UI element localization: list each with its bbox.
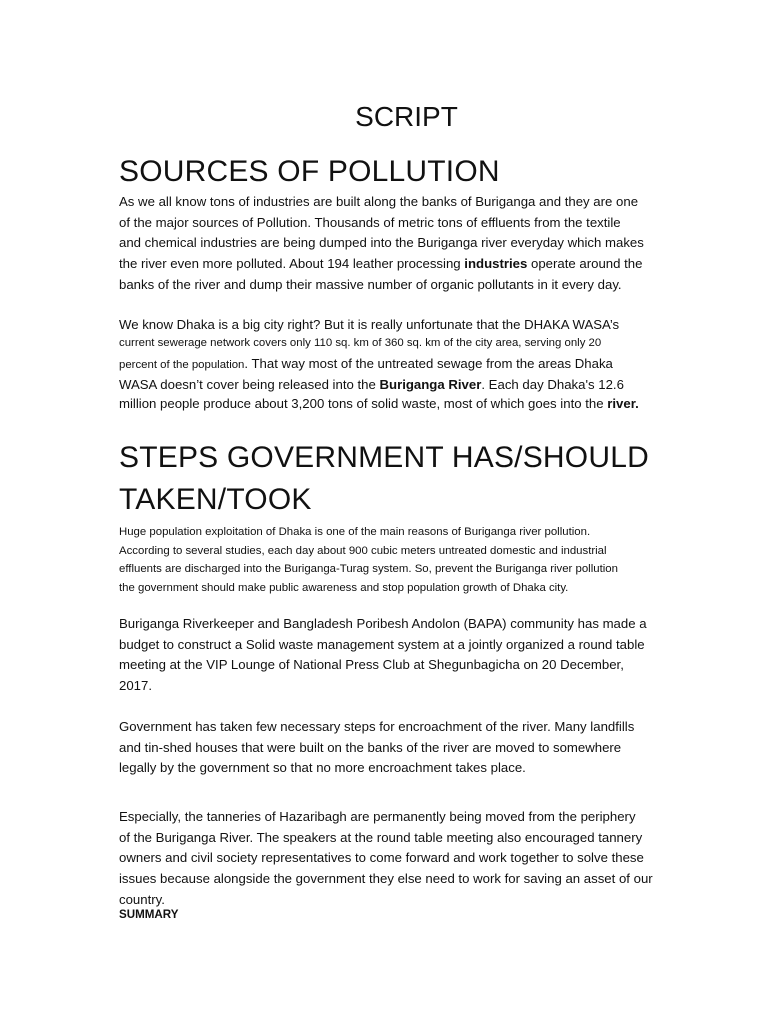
text-line: owners and civil society representatives to come forward and work together to solve these <box>119 850 644 866</box>
text-line: of the Buriganga River. The speakers at the round table meeting also encouraged tannery <box>119 829 643 845</box>
paragraph-sources-2 <box>119 315 679 413</box>
text-line: issues because alongside the government they else need to work for saving an asset of our <box>119 871 653 887</box>
paragraph-steps-4 <box>119 807 679 911</box>
text-line: budget to construct a Solid waste management system at a jointly organized a round table <box>119 636 645 652</box>
text-line: and chemical industries are being dumped into the Buriganga river everyday which makes <box>119 235 644 251</box>
section-heading-steps-line2: TAKEN/TOOK <box>119 483 312 516</box>
text-line: effluents are discharged into the Buriganga-Turag system. So, prevent the Buriganga river pollution <box>119 563 618 575</box>
text-line: the river even more polluted. About 194 leather processing industries operate around the <box>119 256 643 272</box>
text-line: According to several studies, each day about 900 cubic meters untreated domestic and industrial <box>119 544 607 557</box>
text-line: current sewerage network covers only 110 sq. km of 360 sq. km of the city area, serving only 20 <box>119 337 602 350</box>
paragraph-steps-3 <box>119 717 679 779</box>
text-line: million people produce about 3,200 tons of solid waste, most of which goes into the river. <box>119 396 639 412</box>
text-line: Buriganga Riverkeeper and Bangladesh Poribesh Andolon (BAPA) community has made a <box>119 616 647 631</box>
section-heading-sources: SOURCES OF POLLUTION <box>119 155 500 188</box>
text-line: legally by the government so that no more encroachment takes place. <box>119 760 526 776</box>
text-line: percent of the population. That way most of the untreated sewage from the areas Dhaka <box>119 355 613 371</box>
document-title: SCRIPT <box>355 101 458 132</box>
bold-text: industries <box>464 256 528 272</box>
text-line: WASA doesn’t cover being released into the Buriganga River. Each day Dhaka's 12.6 <box>119 376 624 392</box>
text-line: We know Dhaka is a big city right? But it is really unfortunate that the DHAKA WASA’s <box>119 317 620 332</box>
text-line: the government should make public awareness and stop population growth of Dhaka city. <box>119 581 569 594</box>
text-line: 2017. <box>119 678 153 694</box>
text-line: Huge population exploitation of Dhaka is one of the main reasons of Buriganga river pollution. <box>119 526 591 538</box>
paragraph-steps-2 <box>119 614 679 697</box>
bold-text: Buriganga River <box>379 376 482 392</box>
text-line: As we all know tons of industries are built along the banks of Buriganga and they are one <box>119 194 639 209</box>
bold-text: river. <box>607 396 639 412</box>
text-line: of the major sources of Pollution. Thousands of metric tons of effluents from the textile <box>119 214 621 230</box>
text-line: and tin-shed houses that were built on the banks of the river are moved to somewhere <box>119 739 622 755</box>
text-line: banks of the river and dump their massive number of organic pollutants in it every day. <box>119 276 622 292</box>
text-line: country. <box>119 891 165 907</box>
paragraph-steps-1 <box>119 523 679 597</box>
text-line: Government has taken few necessary steps for encroachment of the river. Many landfills <box>119 719 635 734</box>
section-heading-steps-line1: STEPS GOVERNMENT HAS/SHOULD <box>119 441 649 474</box>
summary-label: SUMMARY <box>119 908 179 921</box>
text-line: Especially, the tanneries of Hazaribagh are permanently being moved from the periphery <box>119 809 636 824</box>
paragraph-sources-1 <box>119 192 679 296</box>
text-line: meeting at the VIP Lounge of National Press Club at Shegunbagicha on 20 December, <box>119 657 624 673</box>
